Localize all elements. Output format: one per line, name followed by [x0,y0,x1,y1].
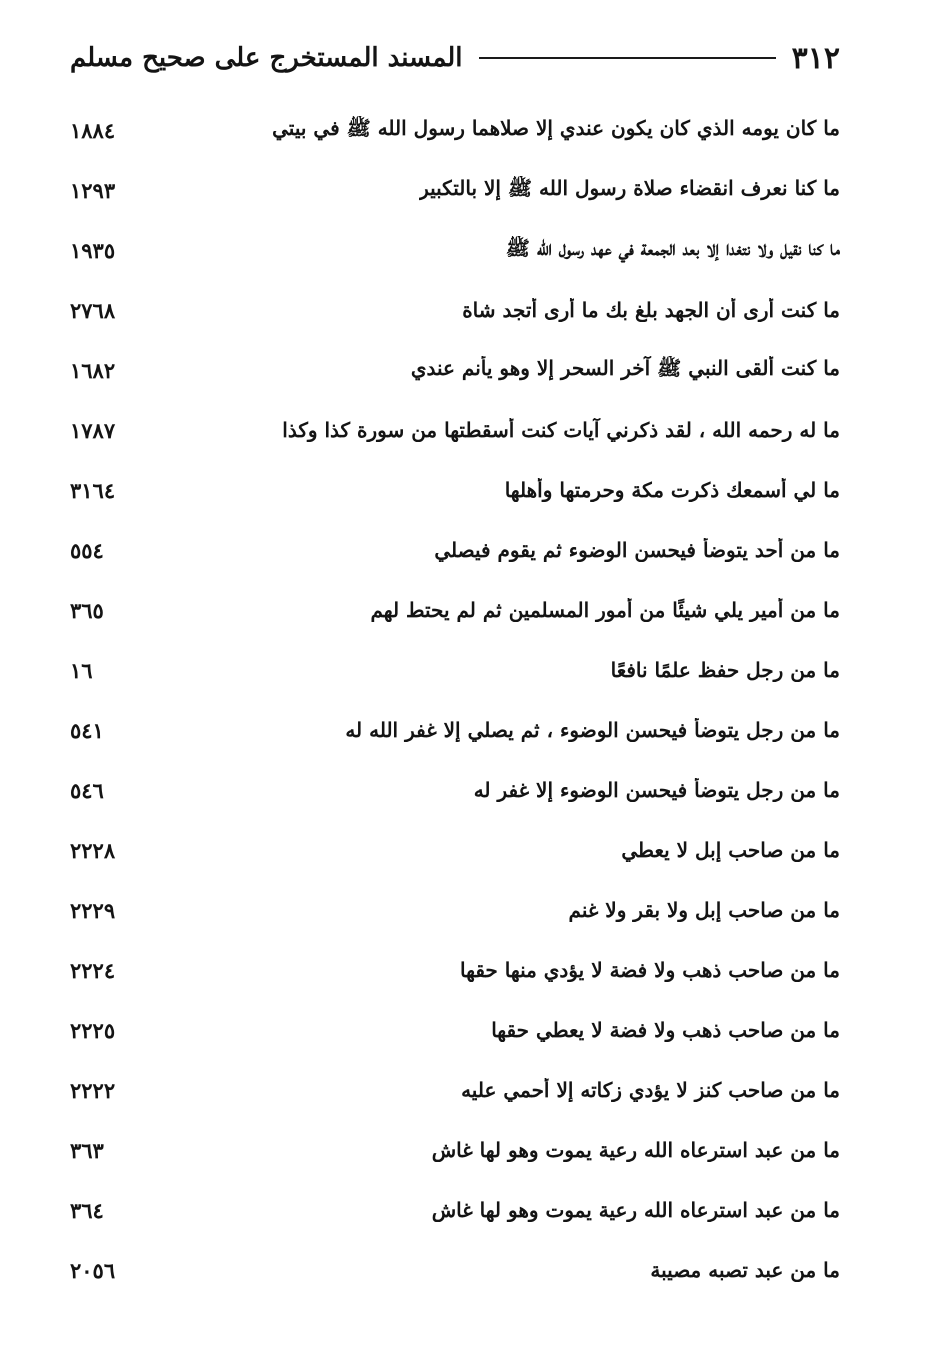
entry-text: ما له رحمه الله ، لقد ذكرني آيات كنت أسقطتها من سورة كذا وكذا [282,418,840,442]
entry-number: ٢٢٢٩ [70,897,116,923]
index-entry [70,460,840,520]
entry-number: ٢٠٥٦ [70,1257,116,1283]
index-entry [70,280,840,340]
entry-text: ما كان يومه الذي كان يكون عندي إلا صلاهما رسول الله ﷺ في بيتي [272,115,840,140]
entry-text: ما من رجل حفظ علمًا نافعًا [610,658,840,682]
entry-number: ٥٥٤ [70,537,104,563]
entry-number: ٢٢٢٢ [70,1077,116,1103]
entry-text: ما من صاحب ذهب ولا فضة لا يعطي حقها [491,1018,840,1042]
index-entry [70,1240,840,1300]
entry-text: ما كنت ألقى النبي ﷺ آخر السحر إلا وهو يأنم عندي [410,355,840,380]
index-entry [70,400,840,460]
entry-text: ما من صاحب ذهب ولا فضة لا يؤدي منها حقها [460,958,840,982]
entry-text: ما من رجل يتوضأ فيحسن الوضوء ، ثم يصلي إلا غفر الله له [345,718,840,742]
header-rule [479,57,776,59]
index-entry [70,1060,840,1120]
entry-number: ٢٧٦٨ [70,297,116,323]
page-header [70,30,840,86]
entry-number: ٢٢٢٤ [70,957,116,983]
page-number: ٣١٢ [791,40,840,76]
index-entry [70,700,840,760]
entry-number: ٢٢٢٥ [70,1017,116,1043]
index-entry [70,1000,840,1060]
entry-number: ١٦٨٢ [70,357,116,383]
entry-number: ١٧٨٧ [70,417,116,443]
entry-number: ١٩٣٥ [70,237,116,263]
entry-text: ما من صاحب إبل ولا بقر ولا غنم [568,898,840,922]
entry-text: ما كنت أرى أن الجهد بلغ بك ما أرى أتجد شاة [462,298,840,322]
index-entry [70,520,840,580]
entry-number: ٥٤٦ [70,777,104,803]
entry-text: ما من عبد تصبه مصيبة [650,1258,840,1282]
entry-number: ١٨٨٤ [70,117,116,143]
index-entry [70,880,840,940]
entry-text: ما كنا نقيل ولا نتغدا إلا بعد الجمعة في عهد رسول الله ﷺ [505,235,840,260]
hadith-index-list [70,100,840,1300]
index-entry [70,100,840,160]
entry-number: ٣٦٣ [70,1137,104,1163]
entry-number: ١٦ [70,657,93,683]
entry-text: ما لي أسمعك ذكرت مكة وحرمتها وأهلها [504,478,840,502]
index-entry [70,1180,840,1240]
index-entry [70,1120,840,1180]
index-entry [70,340,840,400]
entry-text: ما كنا نعرف انقضاء صلاة رسول الله ﷺ إلا بالتكبير [419,175,840,200]
entry-text: ما من صاحب إبل لا يعطي [621,838,840,862]
entry-number: ٣٦٥ [70,597,104,623]
index-entry [70,220,840,280]
index-entry [70,640,840,700]
entry-number: ٥٤١ [70,717,104,743]
index-entry [70,580,840,640]
entry-number: ٢٢٢٨ [70,837,116,863]
entry-text: ما من عبد استرعاه الله رعية يموت وهو لها غاش [431,1198,840,1222]
running-title: المسند المستخرج على صحيح مسلم [70,43,463,73]
entry-number: ٣٦٤ [70,1197,104,1223]
entry-text: ما من صاحب كنز لا يؤدي زكاته إلا أحمي عليه [461,1078,840,1102]
entry-text: ما من أمير يلي شيئًا من أمور المسلمين ثم لم يحتط لهم [370,598,840,622]
index-entry [70,940,840,1000]
entry-number: ١٢٩٣ [70,177,116,203]
entry-text: ما من عبد استرعاه الله رعية يموت وهو لها غاش [431,1138,840,1162]
index-entry [70,820,840,880]
entry-text: ما من أحد يتوضأ فيحسن الوضوء ثم يقوم فيصلي [434,538,840,562]
index-entry [70,760,840,820]
entry-number: ٣١٦٤ [70,477,116,503]
entry-text: ما من رجل يتوضأ فيحسن الوضوء إلا غفر له [473,778,840,802]
index-entry [70,160,840,220]
